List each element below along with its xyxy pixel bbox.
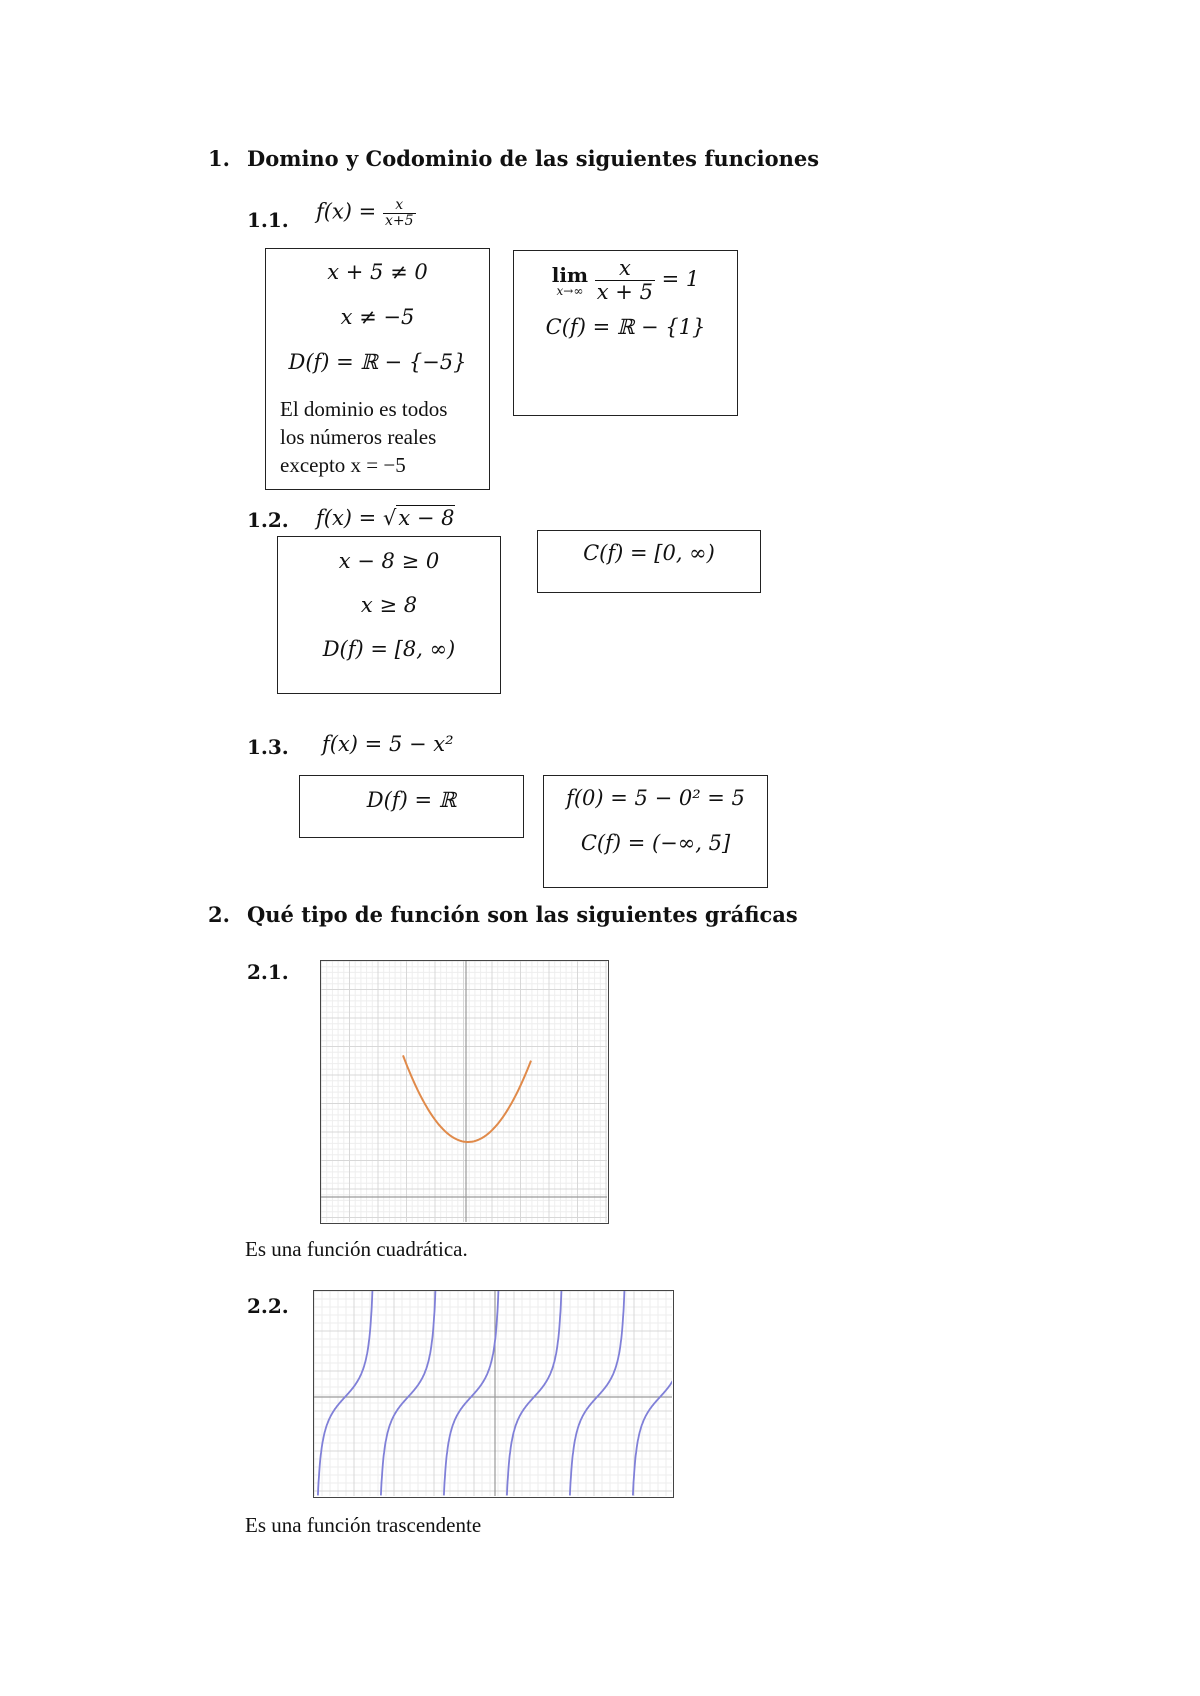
domain-line: x ≠ −5 [340, 305, 415, 329]
parabola-curve [403, 1055, 531, 1142]
item-1-2-number: 1.2. [247, 508, 289, 532]
domain-box-1-1 [265, 248, 490, 490]
limit-fraction [595, 257, 655, 304]
domain-box-1-3 [299, 775, 524, 838]
codomain-box-1-2 [537, 530, 761, 593]
domain-note-line: El dominio es todos [280, 397, 448, 421]
tangent-branch [318, 1291, 373, 1495]
domain-line: x + 5 ≠ 0 [327, 260, 428, 284]
limit-numerator: x [595, 257, 655, 281]
function-radicand: x − 8 [398, 506, 455, 530]
limit-subscript: x→∞ [556, 283, 584, 298]
tangent-branch [507, 1291, 562, 1495]
item-1-3-function: f(x) = 5 − x² [322, 732, 454, 756]
codomain-line: f(0) = 5 − 0² = 5 [566, 786, 745, 810]
domain-note [266, 395, 489, 479]
graph-parabola [320, 960, 609, 1224]
section-1-title: Domino y Codominio de las siguientes funciones [247, 146, 820, 171]
codomain-box-1-3 [543, 775, 768, 888]
fraction-numerator: x [383, 198, 416, 214]
domain-note-line: excepto x = −5 [280, 453, 406, 477]
function-prefix: f(x) = [316, 199, 377, 224]
graph-tangent [313, 1290, 674, 1498]
limit-denominator: x + 5 [596, 280, 653, 305]
item-1-2-function [316, 506, 455, 530]
domain-box-1-2 [277, 536, 501, 694]
item-1-1-number: 1.1. [247, 208, 289, 232]
codomain-line: C(f) = (−∞, 5] [580, 831, 731, 855]
item-2-2-number: 2.2. [247, 1294, 289, 1318]
tangent-plot [314, 1291, 672, 1496]
domain-line: D(f) = ℝ [366, 788, 457, 812]
domain-line: x ≥ 8 [360, 593, 418, 617]
domain-note-line: los números reales [280, 425, 437, 449]
codomain-line: C(f) = ℝ − {1} [545, 315, 706, 339]
parabola-plot [321, 961, 607, 1222]
function-prefix: f(x) = √ [316, 506, 397, 530]
limit-expression [514, 257, 737, 315]
caption-2-2: Es una función trascendente [245, 1513, 482, 1537]
item-1-3-number: 1.3. [247, 735, 289, 759]
limit-operator [551, 262, 589, 298]
function-fraction [383, 198, 416, 228]
section-1-number: 1. [208, 146, 230, 171]
tangent-branch [381, 1291, 436, 1495]
item-2-1-number: 2.1. [247, 960, 289, 984]
limit-result: = 1 [661, 267, 700, 292]
item-1-1-function [316, 198, 416, 228]
fraction-denominator: x+5 [384, 212, 414, 229]
domain-line: D(f) = ℝ − {−5} [288, 350, 467, 374]
section-2-number: 2. [208, 902, 230, 927]
limit-word: lim [551, 262, 589, 287]
domain-line: D(f) = [8, ∞) [322, 637, 456, 661]
domain-line: x − 8 ≥ 0 [338, 549, 440, 573]
section-2-title: Qué tipo de función son las siguientes gráficas [247, 902, 798, 927]
caption-2-1: Es una función cuadrática. [245, 1237, 468, 1261]
codomain-line: C(f) = [0, ∞) [583, 541, 715, 565]
codomain-box-1-1 [513, 250, 738, 416]
